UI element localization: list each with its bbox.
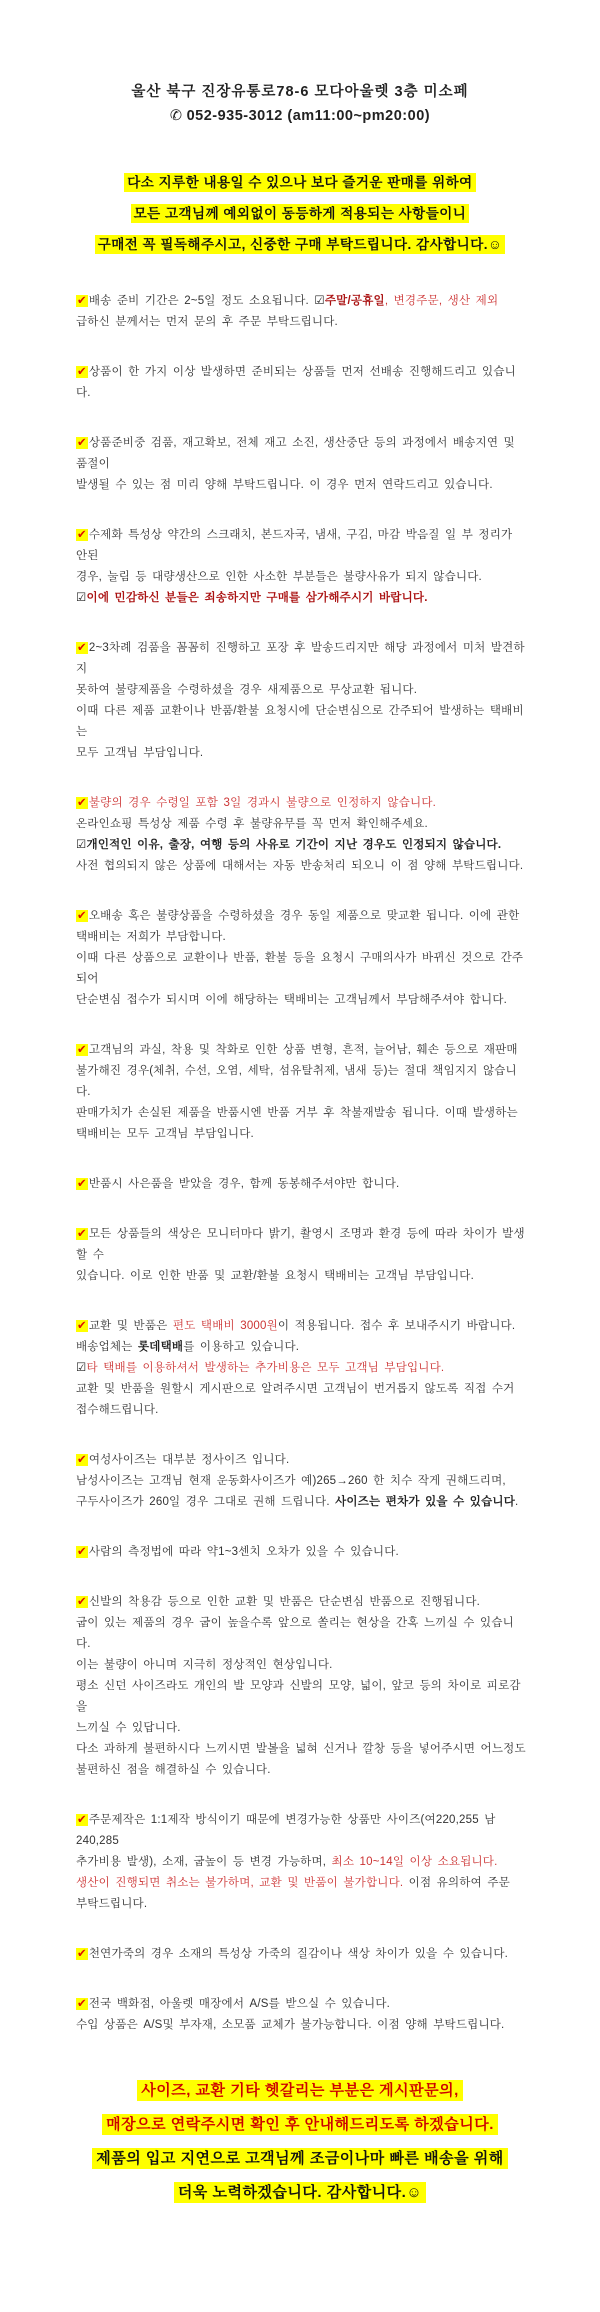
text-segment: 롯데택배 bbox=[137, 1341, 184, 1353]
notice-line bbox=[76, 1613, 526, 1655]
notice-paragraph bbox=[76, 291, 526, 333]
text-segment: 있습니다. 이로 인한 반품 및 교환/환불 요청시 택배비는 고객님 부담입니다. bbox=[76, 1270, 475, 1282]
text-segment: 타 택배를 이용하셔서 발생하는 추가비용은 모두 고객님 부담입니다. bbox=[86, 1362, 445, 1374]
notice-line bbox=[76, 1450, 526, 1471]
notice-line bbox=[76, 1316, 526, 1337]
text-segment: 굽이 있는 제품의 경우 굽이 높을수록 앞으로 쏠리는 현상을 간혹 느끼실 수 있습니다. bbox=[76, 1617, 514, 1650]
checkbox-icon: ☑ bbox=[76, 1362, 87, 1374]
notice-paragraph bbox=[76, 1944, 526, 1965]
text-segment: 생산이 진행되면 취소는 불가하며, 교환 및 반품이 불가합니다. bbox=[76, 1877, 404, 1889]
notice-line bbox=[76, 856, 526, 877]
text-segment: 신발의 착용감 등으로 인한 교환 및 반품은 단순변심 반품으로 진행됩니다. bbox=[88, 1596, 481, 1608]
text-segment: 수입 상품은 A/S및 부자재, 소모품 교체가 불가능합니다. 이점 양해 부탁드립니다. bbox=[76, 2019, 505, 2031]
store-address: 울산 북구 진장유통로78-6 모다아울렛 3층 미소페 bbox=[131, 84, 469, 100]
notice-line bbox=[76, 1718, 526, 1739]
text-segment: 주말/공휴일 bbox=[324, 295, 385, 307]
check-icon: ✔ bbox=[77, 1546, 87, 1558]
notice-paragraph bbox=[76, 362, 526, 404]
notice-line bbox=[76, 1873, 526, 1894]
text-segment: 오배송 혹은 불량상품을 수령하셨을 경우 동일 제품으로 맞교환 됩니다. 이에 관한 bbox=[88, 910, 520, 922]
text-segment: 편도 택배비 3000원 bbox=[172, 1320, 278, 1332]
text-segment: 2~3차례 검품을 꼼꼼히 진행하고 포장 후 발송드리지만 해당 과정에서 미처 발견하지 bbox=[76, 642, 525, 675]
check-icon: ✔ bbox=[77, 1454, 87, 1466]
text-segment: 수제화 특성상 약간의 스크래치, 본드자국, 냄새, 구김, 마감 박음질 일 부 정리가 안된 bbox=[76, 529, 513, 562]
text-segment: 느끼실 수 있답니다. bbox=[76, 1722, 181, 1734]
intro-line-row bbox=[0, 170, 600, 195]
store-phone-line bbox=[0, 108, 600, 124]
footer-line-row bbox=[0, 2178, 600, 2207]
phone-number: 052-935-3012 (am11:00~pm20:00) bbox=[186, 108, 431, 124]
text-segment: 택배비는 모두 고객님 부담입니다. bbox=[76, 1128, 254, 1140]
text-segment: 이는 불량이 아니며 지극히 정상적인 현상입니다. bbox=[76, 1659, 333, 1671]
text-segment: 고객님의 과실, 착용 및 착화로 인한 상품 변형, 흔적, 늘어남, 훼손 등으로 재판매 bbox=[88, 1044, 518, 1056]
notice-line bbox=[76, 1224, 526, 1266]
check-icon: ✔ bbox=[77, 295, 87, 307]
notice-line bbox=[76, 475, 526, 496]
notice-line bbox=[76, 1944, 526, 1965]
checkbox-icon: ☑ bbox=[76, 592, 87, 604]
notice-line bbox=[76, 814, 526, 835]
text-segment: , bbox=[384, 295, 394, 307]
check-icon: ✔ bbox=[77, 1044, 87, 1056]
check-icon: ✔ bbox=[77, 1320, 87, 1332]
notice-paragraph bbox=[76, 1316, 526, 1421]
text-segment: 를 이용하고 있습니다. bbox=[183, 1341, 300, 1353]
text-segment: 교환 및 반품은 bbox=[88, 1320, 173, 1332]
notice-line bbox=[76, 906, 526, 927]
text-segment: 변경주문, 생산 제외 bbox=[393, 295, 499, 307]
notice-line bbox=[76, 312, 526, 333]
text-segment: 배송업체는 bbox=[76, 1341, 138, 1353]
notice-line bbox=[76, 2015, 526, 2036]
text-segment: 모두 고객님 부담입니다. bbox=[76, 747, 204, 759]
footer-highlight-text: 제품의 입고 지연으로 고객님께 조금이나마 빠른 배송을 위해 bbox=[92, 2148, 507, 2169]
notice-paragraph bbox=[76, 433, 526, 496]
text-segment: 판매가치가 손실된 제품을 반품시엔 반품 거부 후 착불재발송 됩니다. 이때 발생하는 bbox=[76, 1107, 518, 1119]
text-segment: 사전 협의되지 않은 상품에 대해서는 자동 반송처리 되오니 이 점 양해 부탁드립니다. bbox=[76, 860, 524, 872]
notice-paragraph bbox=[76, 1994, 526, 2036]
check-icon: ✔ bbox=[77, 366, 87, 378]
notice-line bbox=[76, 1852, 526, 1873]
text-segment: 급하신 분께서는 먼저 문의 후 주문 부탁드립니다. bbox=[76, 316, 338, 328]
check-icon: ✔ bbox=[77, 797, 87, 809]
text-segment: 구두사이즈가 260일 경우 그대로 권해 드립니다. bbox=[76, 1496, 336, 1508]
text-segment: 택배비는 저희가 부담합니다. bbox=[76, 931, 226, 943]
intro-banner bbox=[0, 170, 600, 257]
notice-line bbox=[76, 1760, 526, 1781]
notice-line bbox=[76, 1894, 526, 1915]
notice-paragraph bbox=[76, 1542, 526, 1563]
text-segment: 다소 과하게 불편하시다 느끼시면 발볼을 넓혀 신거나 깔창 등을 넣어주시면 어느정도 bbox=[76, 1743, 526, 1755]
notice-line bbox=[76, 1379, 526, 1400]
notice-paragraph bbox=[76, 638, 526, 764]
text-segment: 교환 및 반품을 원할시 게시판으로 알려주시면 고객님이 번거롭지 않도록 직접 수거 bbox=[76, 1383, 515, 1395]
text-segment: 사이즈는 편차가 있을 수 있습니다 bbox=[335, 1496, 516, 1508]
notice-line bbox=[76, 1676, 526, 1718]
check-icon: ✔ bbox=[77, 1814, 87, 1826]
notice-line bbox=[76, 701, 526, 743]
text-segment: 평소 신던 사이즈라도 개인의 발 모양과 신발의 모양, 넓이, 앞코 등의 차이로 피로감을 bbox=[76, 1680, 521, 1713]
notice-line bbox=[76, 1337, 526, 1358]
text-segment: 모든 상품들의 색상은 모니터마다 밝기, 촬영시 조명과 환경 등에 따라 차이가 발생할 수 bbox=[76, 1228, 525, 1261]
store-header bbox=[0, 80, 600, 124]
text-segment: 반품시 사은품을 받았을 경우, 함께 동봉해주셔야만 합니다. bbox=[88, 1178, 400, 1190]
check-icon: ✔ bbox=[77, 529, 87, 541]
footer-highlight-text: 매장으로 연락주시면 확인 후 안내해드리도록 하겠습니다. bbox=[102, 2114, 498, 2135]
text-segment: 불편하신 점을 해결하실 수 있습니다. bbox=[76, 1764, 271, 1776]
notice-list bbox=[0, 291, 600, 2036]
notice-line bbox=[76, 1266, 526, 1287]
text-segment: 여성사이즈는 대부분 정사이즈 입니다. bbox=[88, 1454, 290, 1466]
notice-line bbox=[76, 567, 526, 588]
notice-line bbox=[76, 835, 526, 856]
notice-paragraph bbox=[76, 1174, 526, 1195]
notice-line bbox=[76, 1492, 526, 1513]
text-segment: 개인적인 이유, 출장, 여행 등의 사유로 기간이 지난 경우도 인정되지 않습니다. bbox=[86, 839, 502, 851]
intro-highlight-text: 다소 지루한 내용일 수 있으나 보다 즐거운 판매를 위하여 bbox=[124, 173, 475, 192]
text-segment: 추가비용 발생), 소재, 굽높이 등 변경 가능하며, bbox=[76, 1856, 332, 1868]
text-segment: 불량의 경우 수령일 포함 3일 경과시 불량으로 인정하지 않습니다. bbox=[88, 797, 437, 809]
text-segment: 이에 민감하신 분들은 죄송하지만 구매를 삼가해주시기 바랍니다. bbox=[86, 592, 428, 604]
notice-line bbox=[76, 433, 526, 475]
text-segment: 이점 유의하여 주문 bbox=[403, 1877, 510, 1889]
text-segment: 온라인쇼핑 특성상 제품 수령 후 불량유무를 꼭 먼저 확인해주세요. bbox=[76, 818, 428, 830]
notice-paragraph bbox=[76, 906, 526, 1011]
text-segment: 상품준비중 검품, 재고확보, 전체 재고 소진, 생산중단 등의 과정에서 배송지연 및 품절이 bbox=[76, 437, 515, 470]
notice-paragraph bbox=[76, 793, 526, 877]
notice-paragraph bbox=[76, 1810, 526, 1915]
notice-line bbox=[76, 1471, 526, 1492]
text-segment: 발생될 수 있는 점 미리 양해 부탁드립니다. 이 경우 먼저 연락드리고 있습니다. bbox=[76, 479, 493, 491]
notice-line bbox=[76, 1400, 526, 1421]
checkbox-icon: ☑ bbox=[76, 839, 87, 851]
notice-line bbox=[76, 1124, 526, 1145]
text-segment: 경우, 눌림 등 대량생산으로 인한 사소한 부분들은 불량사유가 되지 않습니다. bbox=[76, 571, 482, 583]
text-segment: 주문제작은 1:1제작 방식이기 때문에 변경가능한 상품만 사이즈(여220,255 남240,285 bbox=[76, 1814, 496, 1847]
check-icon: ✔ bbox=[77, 1948, 87, 1960]
notice-line bbox=[76, 588, 526, 609]
notice-line bbox=[76, 1592, 526, 1613]
notice-line bbox=[76, 1358, 526, 1379]
intro-highlight-text: 모든 고객님께 예외없이 동등하게 적용되는 사항들이니 bbox=[131, 204, 470, 223]
text-segment: 접수해드립니다. bbox=[76, 1404, 159, 1416]
phone-icon: ✆ bbox=[169, 108, 183, 124]
text-segment: 최소 10~14일 이상 소요됩니다. bbox=[331, 1856, 498, 1868]
notice-line bbox=[76, 1103, 526, 1124]
text-segment: 천연가죽의 경우 소재의 특성상 가죽의 질감이나 색상 차이가 있을 수 있습니다. bbox=[88, 1948, 509, 1960]
intro-line-row bbox=[0, 201, 600, 226]
checkbox-icon: ☑ bbox=[314, 295, 325, 307]
check-icon: ✔ bbox=[77, 437, 87, 449]
text-segment: 배송 준비 기간은 2~5일 정도 소요됩니다. bbox=[88, 295, 315, 307]
text-segment: 부탁드립니다. bbox=[76, 1898, 148, 1910]
notice-line bbox=[76, 362, 526, 404]
notice-line bbox=[76, 948, 526, 990]
footer-line-row bbox=[0, 2110, 600, 2139]
notice-line bbox=[76, 1040, 526, 1061]
notice-line bbox=[76, 680, 526, 701]
notice-line bbox=[76, 1994, 526, 2015]
footer-banner bbox=[0, 2076, 600, 2312]
notice-line bbox=[76, 1810, 526, 1852]
notice-paragraph bbox=[76, 1592, 526, 1781]
intro-line-row bbox=[0, 232, 600, 257]
notice-line bbox=[76, 743, 526, 764]
text-segment: 사람의 측정법에 따라 약1~3센치 오차가 있을 수 있습니다. bbox=[88, 1546, 399, 1558]
notice-line bbox=[76, 1542, 526, 1563]
notice-paragraph bbox=[76, 525, 526, 609]
text-segment: . bbox=[515, 1496, 519, 1508]
notice-line bbox=[76, 927, 526, 948]
check-icon: ✔ bbox=[77, 1998, 87, 2010]
check-icon: ✔ bbox=[77, 642, 87, 654]
check-icon: ✔ bbox=[77, 910, 87, 922]
text-segment: 이 적용됩니다. 접수 후 보내주시기 바랍니다. bbox=[277, 1320, 516, 1332]
footer-highlight-text: 사이즈, 교환 기타 헷갈리는 부분은 게시판문의, bbox=[137, 2080, 462, 2101]
text-segment: 불가해진 경우(체취, 수선, 오염, 세탁, 섬유탈취제, 냄새 등)는 절대 책임지지 않습니다. bbox=[76, 1065, 517, 1098]
check-icon: ✔ bbox=[77, 1228, 87, 1240]
check-icon: ✔ bbox=[77, 1178, 87, 1190]
notice-line bbox=[76, 990, 526, 1011]
text-segment: 단순변심 접수가 되시며 이에 해당하는 택배비는 고객님께서 부담해주셔야 합니다. bbox=[76, 994, 508, 1006]
text-segment: 이때 다른 제품 교환이나 반품/환불 요청시에 단순변심으로 간주되어 발생하는 택배비는 bbox=[76, 705, 524, 738]
notice-paragraph bbox=[76, 1224, 526, 1287]
notice-line bbox=[76, 1174, 526, 1195]
notice-line bbox=[76, 1061, 526, 1103]
text-segment: 남성사이즈는 고객님 현재 운동화사이즈가 예)265→260 한 치수 작게 권해드리며, bbox=[76, 1475, 506, 1487]
notice-line bbox=[76, 1739, 526, 1760]
text-segment: 전국 백화점, 아울렛 매장에서 A/S를 받으실 수 있습니다. bbox=[88, 1998, 391, 2010]
intro-highlight-text: 구매전 꼭 필독해주시고, 신중한 구매 부탁드립니다. 감사합니다.☺ bbox=[95, 235, 506, 254]
text-segment: 못하여 불량제품을 수령하셨을 경우 새제품으로 무상교환 됩니다. bbox=[76, 684, 418, 696]
check-icon: ✔ bbox=[77, 1596, 87, 1608]
notice-line bbox=[76, 1655, 526, 1676]
text-segment: 상품이 한 가지 이상 발생하면 준비되는 상품들 먼저 선배송 진행해드리고 있습니다. bbox=[76, 366, 516, 399]
text-segment: 이때 다른 상품으로 교환이나 반품, 환불 등을 요청시 구매의사가 바뀌신 것으로 간주되어 bbox=[76, 952, 524, 985]
notice-line bbox=[76, 525, 526, 567]
notice-paragraph bbox=[76, 1040, 526, 1145]
footer-highlight-text: 더욱 노력하겠습니다. 감사합니다.☺ bbox=[174, 2182, 426, 2203]
notice-line bbox=[76, 793, 526, 814]
footer-line-row bbox=[0, 2076, 600, 2105]
notice-line bbox=[76, 291, 526, 312]
notice-paragraph bbox=[76, 1450, 526, 1513]
notice-line bbox=[76, 638, 526, 680]
footer-line-row bbox=[0, 2144, 600, 2173]
